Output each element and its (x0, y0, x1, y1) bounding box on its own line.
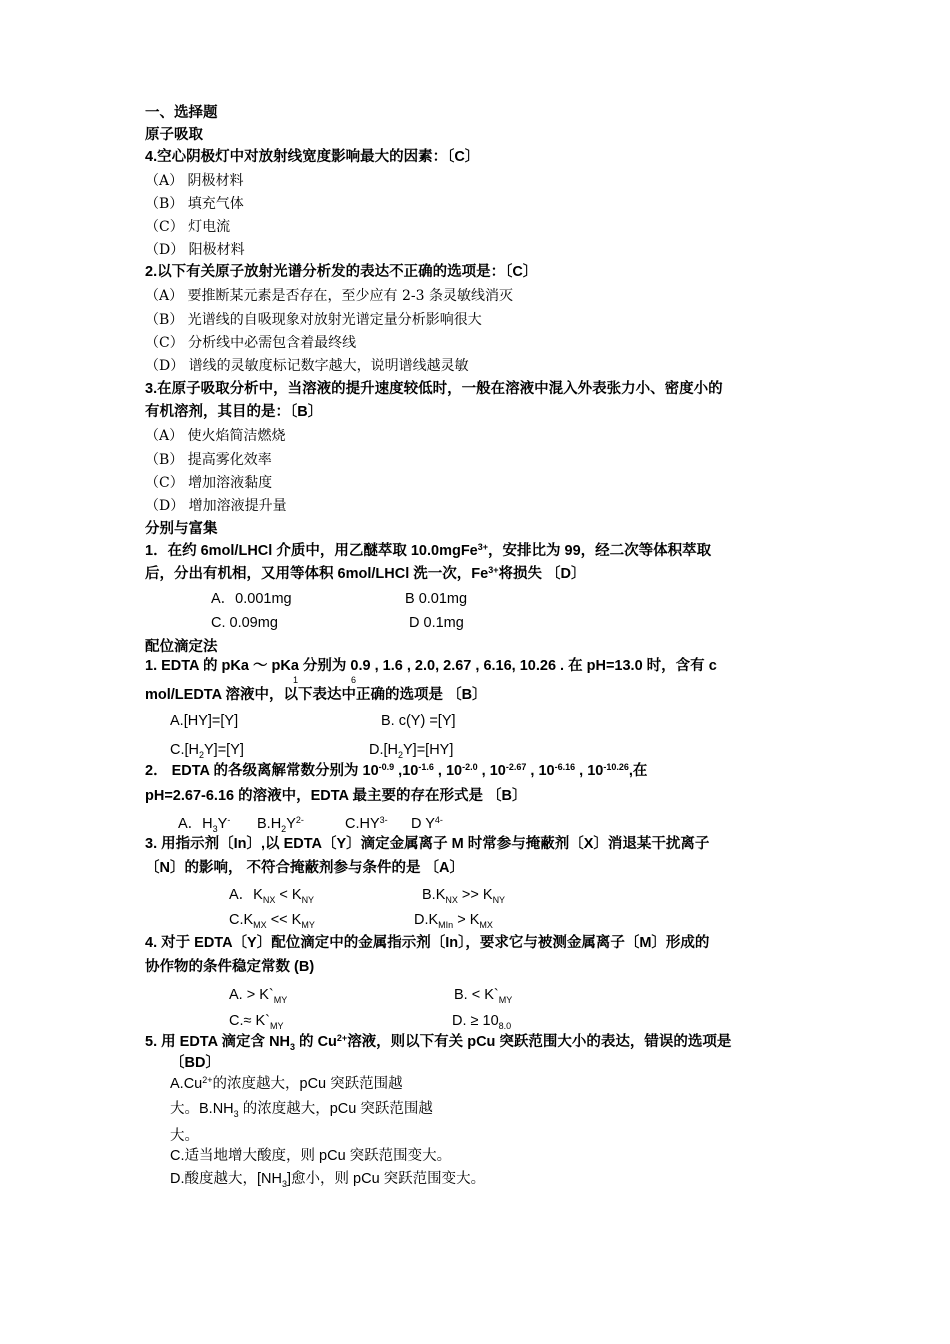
option-c: $C.HY^{3-}$ (345, 815, 388, 832)
question-stem-line2: 有机溶剂，其目的是：〔B〕 (145, 404, 323, 420)
option-a: A．0.001mg (211, 591, 292, 607)
question-stem-line1: 2． EDTA 的各级离解常数分别为 $10^{-0.9}$ $,10^{-1.6}$ , $10^{-2.0}$ , $10^{-2.67}$ , $10^{-6.16}$ , $10^{-10.26}$,在 (145, 762, 648, 779)
section-title: 一、选择题 (145, 105, 218, 121)
question-stem-line1: 3. 用指示剂〔In〕,以 EDTA〔Y〕滴定金属离子 M 时常参与掩蔽剂〔X〕消退某干扰离子 (145, 836, 710, 852)
option-a: $A.Cu^{2+}$的浓度越大，pCu 突跃范围越 (170, 1075, 403, 1092)
option-d: D 0.1mg (409, 615, 464, 631)
option-d: $D.[H_2Y]=[HY]$ (369, 742, 454, 760)
option-b-continued: 大。 (170, 1128, 199, 1144)
question-stem-line1: 5. 用 EDTA 滴定含 $NH_3$ 的 $Cu^{2+}$溶液，则以下有关 pCu 突跃范围大小的表达，错误的选项是 (145, 1033, 732, 1052)
option-b: （B） 填充气体 (145, 196, 244, 212)
question-stem: 2.以下有关原子放射光谱分析发的表达不正确的选项是：〔C〕 (145, 264, 538, 280)
option-b: $B.H_2Y^{2-}$ (257, 815, 304, 834)
option-c: C. 0.09mg (211, 615, 278, 631)
question-stem-line2: pH=2.67-6.16 的溶液中，EDTA 最主要的存在形式是 〔B〕 (145, 788, 527, 804)
option-b: B. c(Y) =[Y] (381, 713, 456, 729)
option-d: D. ≥ $10_{8.0}$ (452, 1013, 512, 1031)
question-stem: 4.空心阴极灯中对放射线宽度影响最大的因素：〔C〕 (145, 149, 480, 165)
topic-heading-separation: 分别与富集 (145, 521, 218, 537)
option-b: B 0.01mg (405, 591, 468, 607)
subscript-1: 1 (293, 675, 299, 685)
option-c: $C.\approx K`_{MY}$ (229, 1013, 284, 1031)
option-d: D.酸度越大，$[NH_3]$愈小，则 pCu 突跃范围变大。 (170, 1171, 486, 1189)
option-c: （C） 灯电流 (145, 219, 231, 235)
option-a: A. > $K`_{MY}$ (229, 987, 288, 1005)
option-a: （A） 要推断某元素是否存在，至少应有 2-3 条灵敏线消灭 (145, 288, 514, 304)
question-stem-line1: 1. EDTA 的 pKa ～ pKa 分别为 0.9 , 1.6 , 2.0, 2.67 , 6.16, 10.26 . 在 pH=13.0 时，含有 c (145, 658, 717, 674)
subscript-6: 6 (351, 675, 357, 685)
question-stem-line1: 1．在约 6mol/LHCl 介质中，用乙醚萃取 10.0mgFe$^{3+}$，安排比为 99，经二次等体积萃取 (145, 542, 712, 559)
option-b: （B） 提高雾化效率 (145, 452, 272, 468)
option-c: $C.[H_2Y]=[Y]$ (170, 742, 244, 760)
option-d: D $Y^{4-}$ (411, 815, 443, 832)
option-c: （C） 增加溶液黏度 (145, 475, 273, 491)
question-stem-line2: 后，分出有机相，又用等体积 6mol/LHCl 洗一次，$Fe^{3+}$将损失 〔D〕 (145, 565, 586, 582)
question-stem-line2: mol/LEDTA 溶液中，以下表达中正确的选项是 〔B〕 (145, 687, 487, 703)
topic-heading-complexometry: 配位滴定法 (145, 639, 218, 655)
option-b: B. < $K`_{MY}$ (454, 987, 513, 1005)
option-d: $D.K_{MIn} > K_{MX}$ (414, 912, 493, 930)
option-b: （B） 光谱线的自吸现象对放射光谱定量分析影响很大 (145, 312, 482, 328)
topic-heading-aas: 原子吸取 (145, 127, 203, 143)
question-stem-line1: 4. 对于 EDTA〔Y〕配位滴定中的金属指示剂〔In〕，要求它与被测金属离子〔M〕形成的 (145, 935, 710, 951)
option-a: A．$K_{NX} < K_{NY}$ (229, 887, 315, 905)
option-b: $B.K_{NX} >> K_{NY}$ (422, 887, 506, 905)
option-a-continued: 大。$B.NH_3$ 的浓度越大，pCu 突跃范围越 (170, 1101, 433, 1119)
option-d: （D） 阳极材料 (145, 242, 245, 258)
question-stem-line2: 〔N〕的影响， 不符合掩蔽剂参与条件的是 〔A〕 (145, 860, 464, 876)
option-a: A.[HY]=[Y] (170, 713, 239, 729)
option-c: $C.K_{MX} << K_{MY}$ (229, 912, 315, 930)
option-c: （C） 分析线中必需包含着最终线 (145, 335, 357, 351)
question-stem-line1: 3.在原子吸取分析中，当溶液的提升速度较低时，一般在溶液中混入外表张力小、密度小的 (145, 381, 723, 397)
option-a: （A） 阴极材料 (145, 173, 244, 189)
question-stem-line2: 〔BD〕 (170, 1055, 220, 1071)
option-a: A．$H_3Y^-$ (178, 815, 231, 834)
option-c: C.适当地增大酸度，则 pCu 突跃范围变大。 (170, 1148, 452, 1164)
question-stem-line2: 协作物的条件稳定常数 (B) (145, 959, 315, 975)
option-d: （D） 增加溶液提升量 (145, 498, 287, 514)
option-d: （D） 谱线的灵敏度标记数字越大，说明谱线越灵敏 (145, 358, 469, 374)
option-a: （A） 使火焰简洁燃烧 (145, 428, 286, 444)
